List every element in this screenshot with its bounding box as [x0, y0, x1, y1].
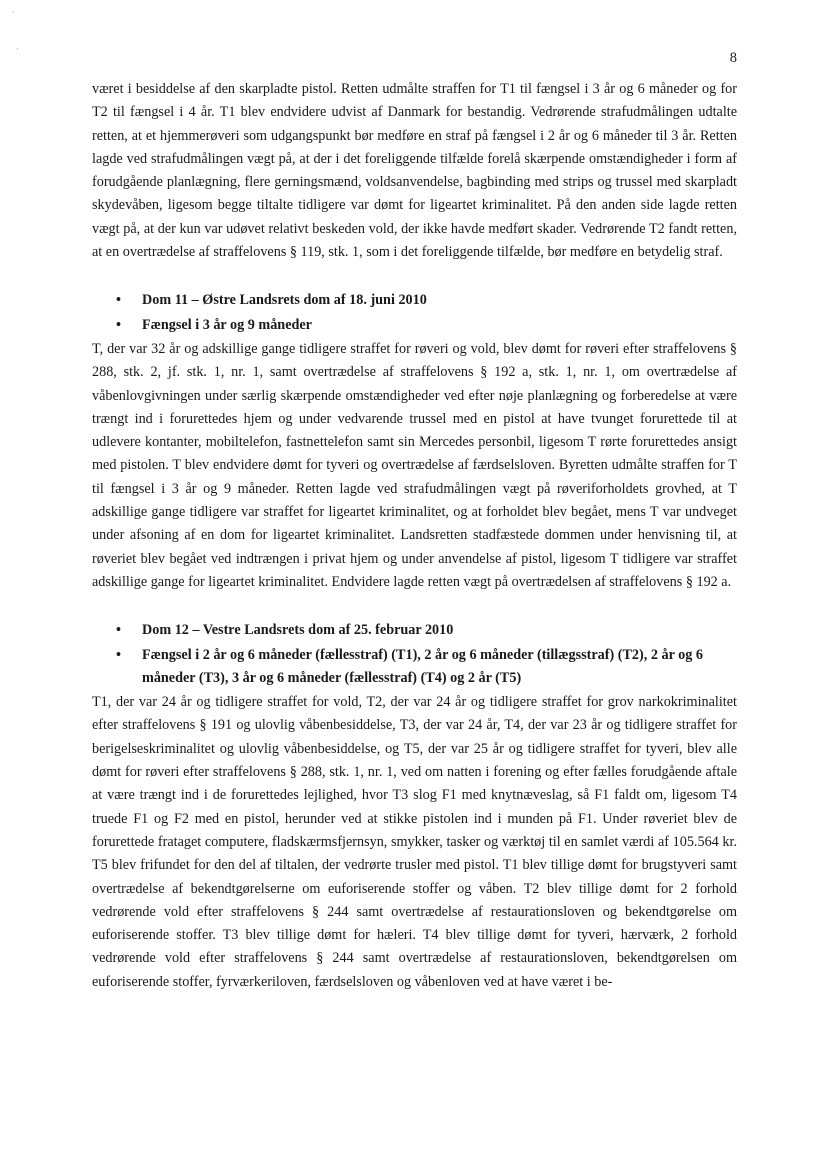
case-body: T1, der var 24 år og tidligere straffet for vold, T2, der var 24 år og tidligere straffet for grov narkokriminalitet efter straffelovens § 191 og ulovlig våbenbesiddelse, T3, der var 24 år, T4, der var 23 år og tidligere straffet for berigelseskriminalitet og ulovlig våbenbesiddelse, og T5, der var 25 år og tidligere straffet for tyveri, blev alle dømt for røveri efter straffelovens § 288, stk. 1, nr. 1, ved om natten i forening og efter fælles forudgående aftale at være trængt ind i de forurettedes lejlighed, hvor T3 slog F1 med knytnæveslag, så F1 faldt om, ligesom T4 truede F1 og F2 med en pistol, herunder ved at stikke pistolen ind i munden på F1. Under røveriet blev de forurettede frataget computere, fladskærmsfjernsyn, smykker, tasker og værktøj til en samlet værdi af 105.564 kr. T5 blev frifundet for den del af tiltalen, der vedrørte trusler med pistol. T1 blev tillige dømt for brugstyveri samt overtrædelse af bekendtgørelserne om euforiserende stoffer og våben. T2 blev tillige dømt for 2 forhold vedrørende vold efter straffelovens § 244 samt overtrædelse af restaurationsloven og bekendtgørelse om euforiserende stoffer. T3 blev tillige dømt for hæleri. T4 blev tillige dømt for tyveri, hærværk, 2 forhold vedrørende vold efter straffelovens § 244 samt overtrædelse af restaurationsloven, bekendtgørelsen om euforiserende stoffer, fyrværkeriloven, færdselsloven og våbenloven ved at have været i be- — [92, 694, 737, 990]
case-heading-list — [92, 289, 737, 337]
page-number: 8 — [729, 50, 737, 66]
bullet-icon: • — [116, 316, 121, 333]
case-section-11 — [92, 289, 737, 594]
scan-speck: ´ — [12, 10, 15, 20]
case-body: T, der var 32 år og adskillige gange tidligere straffet for røveri og vold, blev dømt for røveri efter straffelovens § 288, stk. 2, jf. stk. 1, nr. 1, samt overtrædelse af straffelovens § 192 a, stk. 1, nr. 1, om overtrædelse af våbenlovgivningen under særlig skærpende omstændigheder ved efter nøje planlægning og forberedelse at være trængt ind i forurettedes hjem og under vedvarende trussel med en pistol at have tvunget forurettede til at udlevere kontanter, mobiltelefon, fastnettelefon samt sin Mercedes personbil, ligesom T rørte forurettedes ansigt med pistolen. T blev endvidere dømt for tyveri og overtrædelse af færdselsloven. Byretten udmålte straffen for T til fængsel i 3 år og 9 måneder. Retten lagde ved strafudmålingen vægt på røveriforholdets grovhed, at T adskillige gange tidligere var straffet for ligeartet kriminalitet, og at forholdet blev begået, mens T var undveget under afsoning af en dom for ligeartet kriminalitet. Landsretten stadfæstede dommen under henvisning til, at røveriet blev begået ved indtrængen i privat hjem og under anvendelse af pistol, ligesom T tidligere var straffet adskillige gange for ligeartet kriminalitet. Endvidere lagde retten vægt på overtrædelsen af straffelovens § 192 a. — [92, 340, 737, 590]
case-section-12 — [92, 619, 737, 994]
scan-speck: · — [16, 44, 19, 54]
case-title: • Dom 12 – Vestre Landsrets dom af 25. februar 2010 — [92, 619, 737, 642]
page-content — [92, 78, 737, 994]
bullet-icon: • — [116, 622, 121, 639]
case-sentence: • Fængsel i 2 år og 6 måneder (fællesstraf) (T1), 2 år og 6 måneder (tillægsstraf) (T2), 2 år og 6 måneder (T3), 3 år og 6 måneder (fællesstraf) (T4) og 2 år (T5) — [92, 644, 737, 691]
bullet-icon: • — [116, 646, 121, 663]
case-title: • Dom 11 – Østre Landsrets dom af 18. juni 2010 — [92, 289, 737, 312]
case-sentence: • Fængsel i 3 år og 9 måneder — [92, 314, 737, 337]
intro-paragraph: været i besiddelse af den skarpladte pistol. Retten udmålte straffen for T1 til fængsel i 3 år og 6 måneder og for T2 til fængsel i 4 år. T1 blev endvidere udvist af Danmark for bestandig. Vedrørende strafudmålingen udtalte retten, at et hjemmerøveri som udgangspunkt bør medføre en straf på fængsel i 2 år og 6 måneder til 3 år. Retten lagde ved strafudmålingen vægt på, at der i det foreliggende tilfælde forelå skærpende omstændigheder i form af forudgående planlægning, flere gerningsmænd, voldsanvendelse, bagbinding med strips og trussel med skarpladt skydevåben, ligesom begge tiltalte tidligere var dømt for ligeartet kriminalitet. På den anden side lagde retten vægt på, at der kun var udøvet relativt beskeden vold, der ikke havde medført skader. Vedrørende T2 fandt retten, at en overtrædelse af straffelovens § 119, stk. 1, som i det foreliggende tilfælde, bør medføre en betydelig straf. — [92, 81, 737, 261]
bullet-icon: • — [116, 292, 121, 309]
case-heading-list — [92, 619, 737, 690]
